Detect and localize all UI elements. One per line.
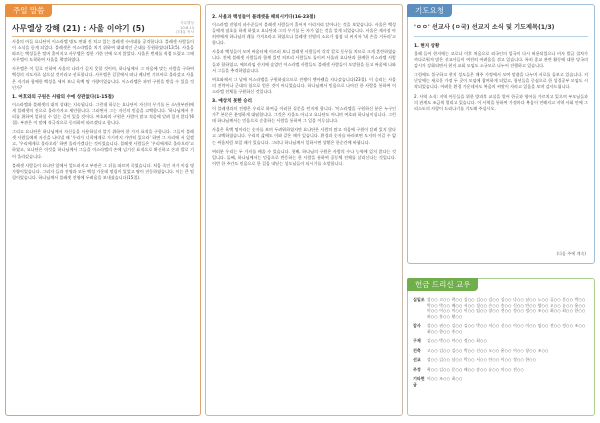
sermon-pastor: 김대흥 목사	[175, 30, 194, 34]
offering-group-label: 구제	[413, 338, 421, 343]
side-column	[407, 4, 595, 416]
section-heading: 3. 예상치 못한 승리	[212, 99, 252, 105]
section-paragraph: 그리고 요나단은 하나님께서 자신들을 사용하실지 알기 위하여 한 가지 표적을 구합니다. 그들이 블레셋 사람들에게 자신을 나타낼 때 '우리가 너희에게로 가기까지 가만히 있으라' 하면 그 자리에 서 있겠고, '우리에게로 올라오라' 하면 올라가겠다는 것이었습니다. 블레셋 사람들은 '우리에게로 올라오라'고 하였고, 요나단은 이것을 하나님께서 그들을 이스라엘의 손에 넘기신 표적으로 확신하고 손과 발로 기어 올라갔습니다.	[12, 129, 194, 159]
sermon-header	[12, 21, 194, 37]
sermon-tab: 주일 말씀	[5, 4, 52, 17]
sermon-book: 사무엘상	[180, 21, 194, 25]
offering-members-panel	[407, 278, 595, 416]
offering-group-label: 십일조	[413, 297, 425, 302]
offering-names: 김○○ 박○○ 이○○ 정○○ 최○○	[427, 338, 488, 343]
sermon-panel	[5, 4, 201, 416]
offering-group-label: 감사	[413, 323, 421, 328]
offering-names: 이○○ 조○○ 최○○	[427, 376, 463, 381]
section-paragraph: 여러분 우리는 두 가지를 배울 수 있습니다. 첫째, 하나님의 구원은 사람의 수나 능력에 있지 않다는 것입니다. 둘째, 하나님께서는 믿음으로 반응하는 한 사람을 통하여 공동체 전체를 살리신다는 것입니다. 이번 한 주간도 믿음으로 한 걸음 내딛는 성도님들이 되시기를 소망합니다.	[212, 148, 396, 166]
prayer-paragraph: 올해 들어 현지에는 코로나 이후 처음으로 외국인의 입국이 다시 허용되었으나 비자 발급 절차가 까다로워져 많은 선교사들이 여전히 어려움을 겪고 있습니다. 특히 종교 관련 활동에 대한 당국의 감시가 강화되면서 현지 교회 모임도 소규모로 나누어 진행하고 있습니다.	[414, 51, 588, 69]
offering-names: 강○○ 고○○ 곽○○ 김○○ 김○○ 김○○ 김○○ 나○○ 남○○ 노○○ 류○○ 문○○ 박○○ 박○○ 박○○ 배○○ 서○○ 성○○ 손○○ 송○○ 신○○ 안○○ 양○○ 오○○ 유○○ 윤○○ 이○○ 이○○ 이○○ 이○○ 임○○ 장○○ 전○○ 정○○ 정○○ 조○○ 최○○ 최○○ 한○○ 허○○ 홍○○ 황○○	[427, 297, 586, 319]
sermon-title: 사무엘상 강해 (21) : 사울 이야기 (5)	[12, 24, 145, 33]
offering-row	[413, 367, 589, 373]
intro-paragraph: 사무엘은 이 일로 인하여 사울의 나라가 길지 못할 것이며, 하나님께서 그 마음에 맞는 사람을 구하여 백성의 지도자로 삼으실 것이라고 선포합니다. 사무엘은 길갈에서 떠나 베냐민 기브아로 올라갔고 사울은 자기와 함께한 백성을 세어 보니 육백 명 가량이었습니다. 이스라엘은 과연 구원을 받을 수 있을 것인가?	[12, 66, 194, 90]
sermon-meta	[176, 21, 195, 35]
sermon-column	[5, 4, 201, 416]
section-paragraph: 사울은 육백 명이라는 숫자를 보며 두려워하였지만 요나단은 사람의 많고 적음에 구원이 달려 있지 않다고 고백하였습니다. 우리의 삶에도 이와 같은 때가 있습니다. 환경과 숫자를 바라보면 도저히 이길 수 없는 싸움처럼 보일 때가 있습니다. 그러나 하나님께서 일하시면 상황은 한순간에 바뀝니다.	[212, 127, 396, 145]
offering-group-label: 건축	[413, 347, 421, 353]
offering-row	[413, 357, 589, 363]
offering-row	[413, 297, 589, 319]
section-paragraph: 블레셋 사람들이 요나단 앞에서 엎드러지고 부관은 그 뒤를 따르며 죽였습니다. 처음 죽인 자가 이십 명 가량이었습니다. 그러자 들과 진영과 모든 백성 가운데 떨림이 있었고 땅이 진동하였습니다. 이는 큰 떨림이었습니다. 하나님께서 블레셋 진영에 두려움을 보내셨습니다(15절).	[12, 162, 194, 180]
offering-list	[413, 297, 589, 391]
offering-names: 강○○ 권○○ 김○○ 김○○ 박○○ 서○○ 신○○ 이○○ 이○○ 임○○ 전○○ 정○○ 조○○ 최○○ 한○○ 홍○○	[427, 323, 586, 334]
offering-row	[413, 338, 589, 344]
sermon-continued-column	[205, 4, 403, 416]
offering-names: 곽○○ 김○○ 문○○ 배○○ 송○○ 유○○ 이○○ 전○○	[427, 366, 524, 372]
sermon-body	[6, 37, 200, 181]
prayer-tab: 기도요청	[407, 4, 452, 17]
offering-names: 고○○ 김○○ 김○○ 박○○ 신○○ 오○○ 윤○○ 이○○ 장○○ 조○○	[427, 347, 549, 353]
section-heading: 1. 여호와의 구원은 사람의 수에 상관없다(1-15절)	[12, 94, 114, 100]
offering-row	[413, 323, 589, 334]
sermon-continued-body	[206, 5, 402, 167]
section-paragraph: 여호와께서 그 날에 이스라엘을 구원하셨으므로 전쟁이 벧아웬을 지나갔습니다(23절). 이 승리는 사울의 전략이나 군대의 힘으로 얻은 것이 아니었습니다. 하나님께서 믿음으로 나아간 한 사람을 통하여 이스라엘 전체를 구원하신 것입니다.	[212, 76, 396, 94]
offering-row	[413, 348, 589, 354]
section-paragraph: 사울과 백성들이 모여 싸움터에 이르러 보니 블레셋 사람들이 각각 칼로 동무를 치므로 크게 혼란하였습니다. 전에 블레셋 사람들과 함께 있던 히브리 사람들도 돌이켜 사울과 요나단과 함께한 이스라엘 사람들과 합하였고, 에브라임 산지에 숨었던 이스라엘 사람들도 블레셋 사람들이 도망함을 듣고 싸움에 나와서 그들을 추격하였습니다.	[212, 49, 396, 73]
prayer-paragraph: 2. 사역 소식: 지역 아동들을 위한 방과후 교실을 열어 한글과 영어를 가르치고 있으며 부모님들과의 관계도 조금씩 열리고 있습니다. 이 사역을 통하여 가정마다 복음이 전해지고 지역 사회 안에 그리스도의 사랑이 드러나기를 기도해 주십시오.	[414, 93, 588, 111]
offering-tab: 헌금 드리신 교우	[407, 278, 478, 291]
section-paragraph: 이 블레셋과의 전쟁은 우리로 하여금 이러한 질문을 던지게 합니다. '이스라엘을 구원하신 분은 누구인가?' 본문은 분명하게 대답합니다. 그것은 사울도 아니고 요나단도 아니며 여호와 하나님이십니다. 그런데 하나님께서는 믿음으로 순종하는 사람을 통하여 그 일을 이루십니다.	[212, 106, 396, 124]
sermon-continued-panel	[205, 4, 403, 416]
section-paragraph: 이스라엘과 블레셋의 대치 상태는 지속됩니다. 그런데 하루는 요나단이 자신의 무기를 든 소년(부관)에게 블레셋의 진으로 올라가자고 제안합니다. 그러면서 그는 자신의 믿음을 고백합니다. '하나님께서 우리를 위하여 일하실 수 있는 길이 있을 것이다. 여호와의 구원은 사람이 많고 적음에 달려 있지 않다'(6절). 부관은 이 말에 적극적으로 동의하며 따르겠다고 합니다.	[12, 101, 194, 126]
section-paragraph: 이스라엘 진영의 파수꾼들이 블레셋 사람들이 흩어져 이리저리 달아나는 것을 보았습니다. 사울은 백성들에게 점호를 하게 하였고 요나단과 그의 무기를 든 자가 없는 것을 알게 되었습니다. 사울은 제사장 아히야에게 하나님의 궤를 가져오라고 하였으나 블레셋 진영의 소요가 점점 더 커지자 '네 손을 거두라'고 합니다.	[212, 22, 396, 46]
offering-row	[413, 376, 589, 387]
intro-paragraph: 사울의 아들 요나단이 이스라엘 병도 연대 진 치고 있는 블레셋 수비대를 공격합니다. 블레셋 사람들이 이 소식을 듣게 되었다. 블레셋은 이스라엘을 치기 위하여 대대적인 군대를 동원하였다(13:5). 사울을 따르는 백성들은 떨며 흩어지고 사무엘은 정한 기한 안에 오지 않았다. 사울은 번제를 직접 드렸고 그때 사무엘이 도착하여 사울을 책망하였다.	[12, 39, 194, 63]
section-heading: 2. 사울과 백성들이 블레셋을 패퇴시키다(16-23절)	[212, 15, 316, 20]
offering-group-label: 선교	[413, 357, 421, 362]
offering-group-label: 주정	[413, 366, 421, 372]
prayer-body	[408, 37, 594, 112]
prayer-closing: (다음 주에 계속)	[556, 251, 586, 256]
prayer-heading: 'ㅇㅇ' 선교사 (ㅇ국) 선교지 소식 및 기도제목(1/3)	[414, 22, 588, 37]
offering-group-label: 기타헌금	[413, 376, 425, 387]
prayer-paragraph: 그럼에도 불구하고 현지 성도들은 매주 가정에서 모여 말씀을 나누며 서로를 돌보고 있습니다. 지난달에는 새로운 가정 두 곳이 모임에 참여하게 되었고, 청년들을 중심으로 한 성경공부 모임도 시작되었습니다. 어려운 환경 가운데서도 복음의 씨앗이 자라고 있음을 보며 감사드립니다.	[414, 72, 588, 90]
prayer-subheading: 1. 현지 상황	[414, 44, 440, 49]
sermon-passage: 10:8-13	[180, 25, 194, 30]
offering-names: 강○○ 김○○ 남○○ 박○○ 서○○ 안○○ 이○○ 정○○ 한○○	[427, 357, 537, 362]
prayer-request-panel	[407, 4, 595, 264]
